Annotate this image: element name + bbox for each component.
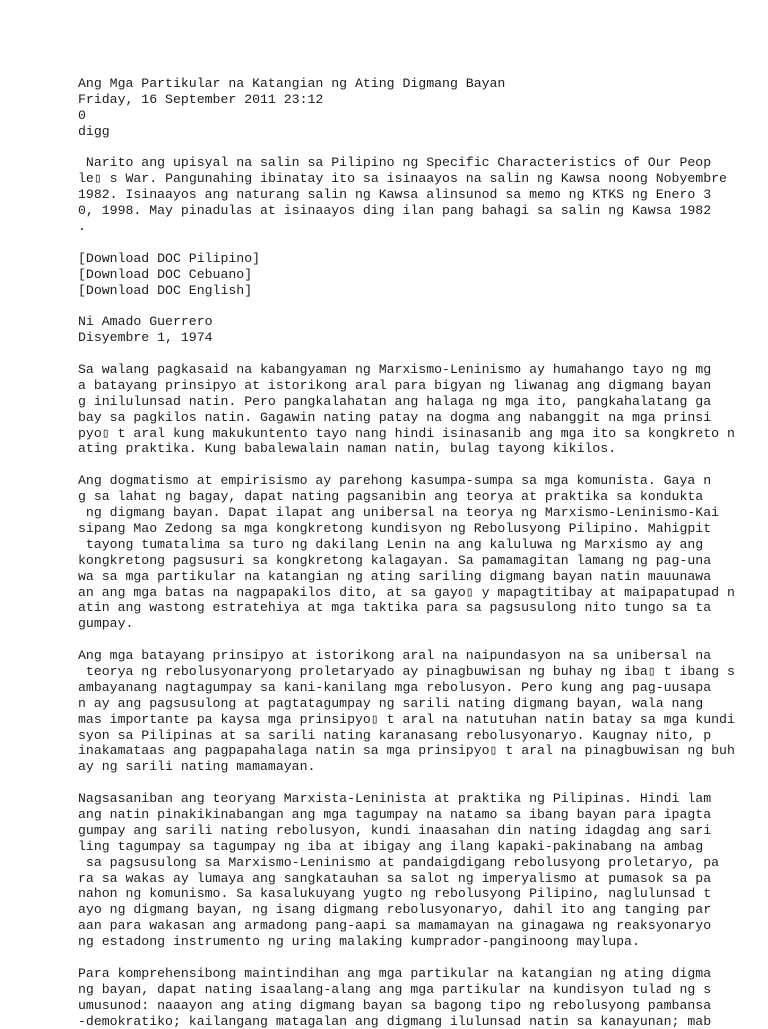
paragraph-p3	[78, 648, 735, 775]
paragraph-downloads	[78, 251, 718, 299]
text-line: Para komprehensibong maintindihan ang mga partikular na katangian ng ating digma	[78, 965, 712, 981]
text-line: atin ang wastong estratehiya at mga taktika para sa pagsusulong nito tungo sa ta	[78, 600, 712, 616]
spacer	[78, 950, 718, 966]
text-line: 1982. Isinaayos ang naturang salin ng Kawsa alinsunod sa memo ng KTKS ng Enero 3	[78, 187, 712, 203]
text-line: mas importante pa kaysa mga prinsipyo▯ t aral na natutuhan natin batay sa mga kundi	[78, 711, 735, 727]
text-line: Ang mga batayang prinsipyo at istorikong aral na naipundasyon na sa unibersal na	[78, 648, 712, 664]
spacer	[78, 632, 718, 648]
text-line: nahon ng komunismo. Sa kasalukuyang yugto ng rebolusyong Pilipino, naglulunsad t	[78, 886, 712, 902]
spacer	[78, 457, 718, 473]
text-line: sipang Mao Zedong sa mga kongkretong kundisyon ng Rebolusyong Pilipino. Mahigpit	[78, 520, 712, 536]
text-line: Disyembre 1, 1974	[78, 330, 213, 346]
text-line: Ang dogmatismo at empirisismo ay parehong kasumpa-sumpa sa mga komunista. Gaya n	[78, 473, 712, 489]
text-line: g sa lahat ng bagay, dapat nating pagsanibin ang teorya at praktika sa kondukta	[78, 489, 704, 505]
spacer	[78, 775, 718, 791]
paragraph-p1	[78, 362, 735, 457]
text-line: ra sa wakas ay lumaya ang sangkatauhan sa salot ng imperyalismo at pumasok sa pa	[78, 870, 712, 886]
text-line: n ay ang pagsusulong at pagtatagumpay ng sarili nating digmang bayan, wala nang	[78, 695, 704, 711]
text-line: Nagsasaniban ang teoryang Marxista-Leninista at praktika ng Pilipinas. Hindi lam	[78, 791, 712, 807]
spacer	[78, 140, 718, 156]
text-line: ng estadong instrumento ng uring malaking kumprador-panginoong maylupa.	[78, 934, 640, 950]
download-link[interactable]: [Download DOC Cebuano]	[78, 266, 253, 282]
text-line: Sa walang pagkasaid na kabangyaman ng Marxismo-Leninismo ay humahango tayo ng mg	[78, 362, 712, 378]
paragraph-byline	[78, 314, 718, 346]
paragraph-intro	[78, 155, 727, 235]
article	[78, 76, 735, 1029]
download-link[interactable]: [Download DOC English]	[78, 282, 253, 298]
text-line: ay ng sarili nating mamamayan.	[78, 759, 316, 775]
text-line: ang natin pinakikinabangan ang mga tagumpay na natamo sa ibang bayan para ipagta	[78, 806, 712, 822]
spacer	[78, 298, 718, 314]
text-line: an ang mga batas na nagpapakilos dito, at sa gayo▯ y mapagtitibay at maipapatupad n	[78, 584, 735, 600]
paragraph-p2	[78, 473, 735, 632]
text-line: umusunod: naaayon ang ating digmang bayan sa bagong tipo ng rebolusyong pambansa	[78, 997, 712, 1013]
text-line: ayo ng digmang bayan, ng isang digmang rebolusyonaryo, dahil ito ang tanging par	[78, 902, 712, 918]
text-line: -demokratiko; kailangang matagalan ang digmang ilulunsad natin sa kanayunan; mab	[78, 1013, 712, 1029]
text-line: Narito ang upisyal na salin sa Pilipino ng Specific Characteristics of Our Peop	[78, 155, 712, 171]
paragraph-p5	[78, 966, 718, 1029]
text-line: ambayanang nagtagumpay sa kani-kanilang mga rebolusyon. Pero kung ang pag-uusapa	[78, 679, 712, 695]
digg-link[interactable]: digg	[78, 123, 110, 139]
text-line: a batayang prinsipyo at istorikong aral para bigyan ng liwanag ang digmang bayan	[78, 377, 712, 393]
text-line: ling tagumpay sa tagumpay ng iba at ibigay ang ilang kapaki-pakinabang na ambag	[78, 838, 704, 854]
text-line: ng digmang bayan. Dapat ilapat ang unibersal na teorya ng Marxismo-Leninismo-Kai	[78, 505, 720, 521]
text-line: bay sa pagkilos natin. Gagawin nating patay na dogma ang nabanggit na mga prinsi	[78, 409, 712, 425]
text-line: Ni Amado Guerrero	[78, 314, 213, 330]
paragraph-p4	[78, 791, 718, 950]
text-line: kongkretong pagsusuri sa kongkretong kalagayan. Sa pamamagitan lamang ng pag-una	[78, 552, 712, 568]
text-line: inakamataas ang pagpapahalaga natin sa mga prinsipyo▯ t aral na pinagbuwisan ng buh	[78, 743, 735, 759]
text-line: gumpay.	[78, 616, 134, 632]
article-date: Friday, 16 September 2011 23:12	[78, 91, 324, 107]
text-line: teorya ng rebolusyonaryong proletaryado ay pinagbuwisan ng buhay ng iba▯ t ibang s	[78, 663, 735, 679]
spacer	[78, 235, 718, 251]
download-link[interactable]: [Download DOC Pilipino]	[78, 250, 261, 266]
text-line: ating praktika. Kung babalewalain naman natin, bulag tayong kikilos.	[78, 441, 617, 457]
comment-count: 0	[78, 107, 86, 123]
text-line: ng bayan, dapat nating isaalang-alang ang mga partikular na kundisyon tulad ng s	[78, 981, 712, 997]
text-line: .	[78, 219, 86, 235]
text-line: le▯ s War. Pangunahing ibinatay ito sa isinaayos na salin ng Kawsa noong Nobyembre	[78, 171, 727, 187]
text-line: tayong tumatalima sa turo ng dakilang Lenin na ang kaluluwa ng Marxismo ay ang	[78, 536, 704, 552]
spacer	[78, 346, 718, 362]
text-line: pyo▯ t aral kung makukuntento tayo nang hindi isinasanib ang mga ito sa kongkreto n	[78, 425, 735, 441]
text-line: wa sa mga partikular na katangian ng ating sariling digmang bayan natin mauunawa	[78, 568, 712, 584]
text-line: g inilulunsad natin. Pero pangkalahatan ang halaga ng mga ito, pangkahalatang ga	[78, 393, 712, 409]
text-line: 0, 1998. May pinadulas at isinaayos ding ilan pang bahagi sa salin ng Kawsa 1982	[78, 203, 712, 219]
text-line: syon sa Pilipinas at sa sarili nating karanasang rebolusyonaryo. Kaugnay nito, p	[78, 727, 712, 743]
article-title: Ang Mga Partikular na Katangian ng Ating Digmang Bayan	[78, 76, 506, 91]
text-line: gumpay ang sarili nating rebolusyon, kundi inaasahan din nating idagdag ang sari	[78, 822, 712, 838]
article-body	[78, 155, 735, 1029]
text-line: sa pagsusulong sa Marxismo-Leninismo at pandaigdigang rebolusyong proletaryo, pa	[78, 854, 720, 870]
text-line: aan para wakasan ang armadong pang-aapi sa mamamayan na ginagawa ng reaksyonaryo	[78, 918, 712, 934]
